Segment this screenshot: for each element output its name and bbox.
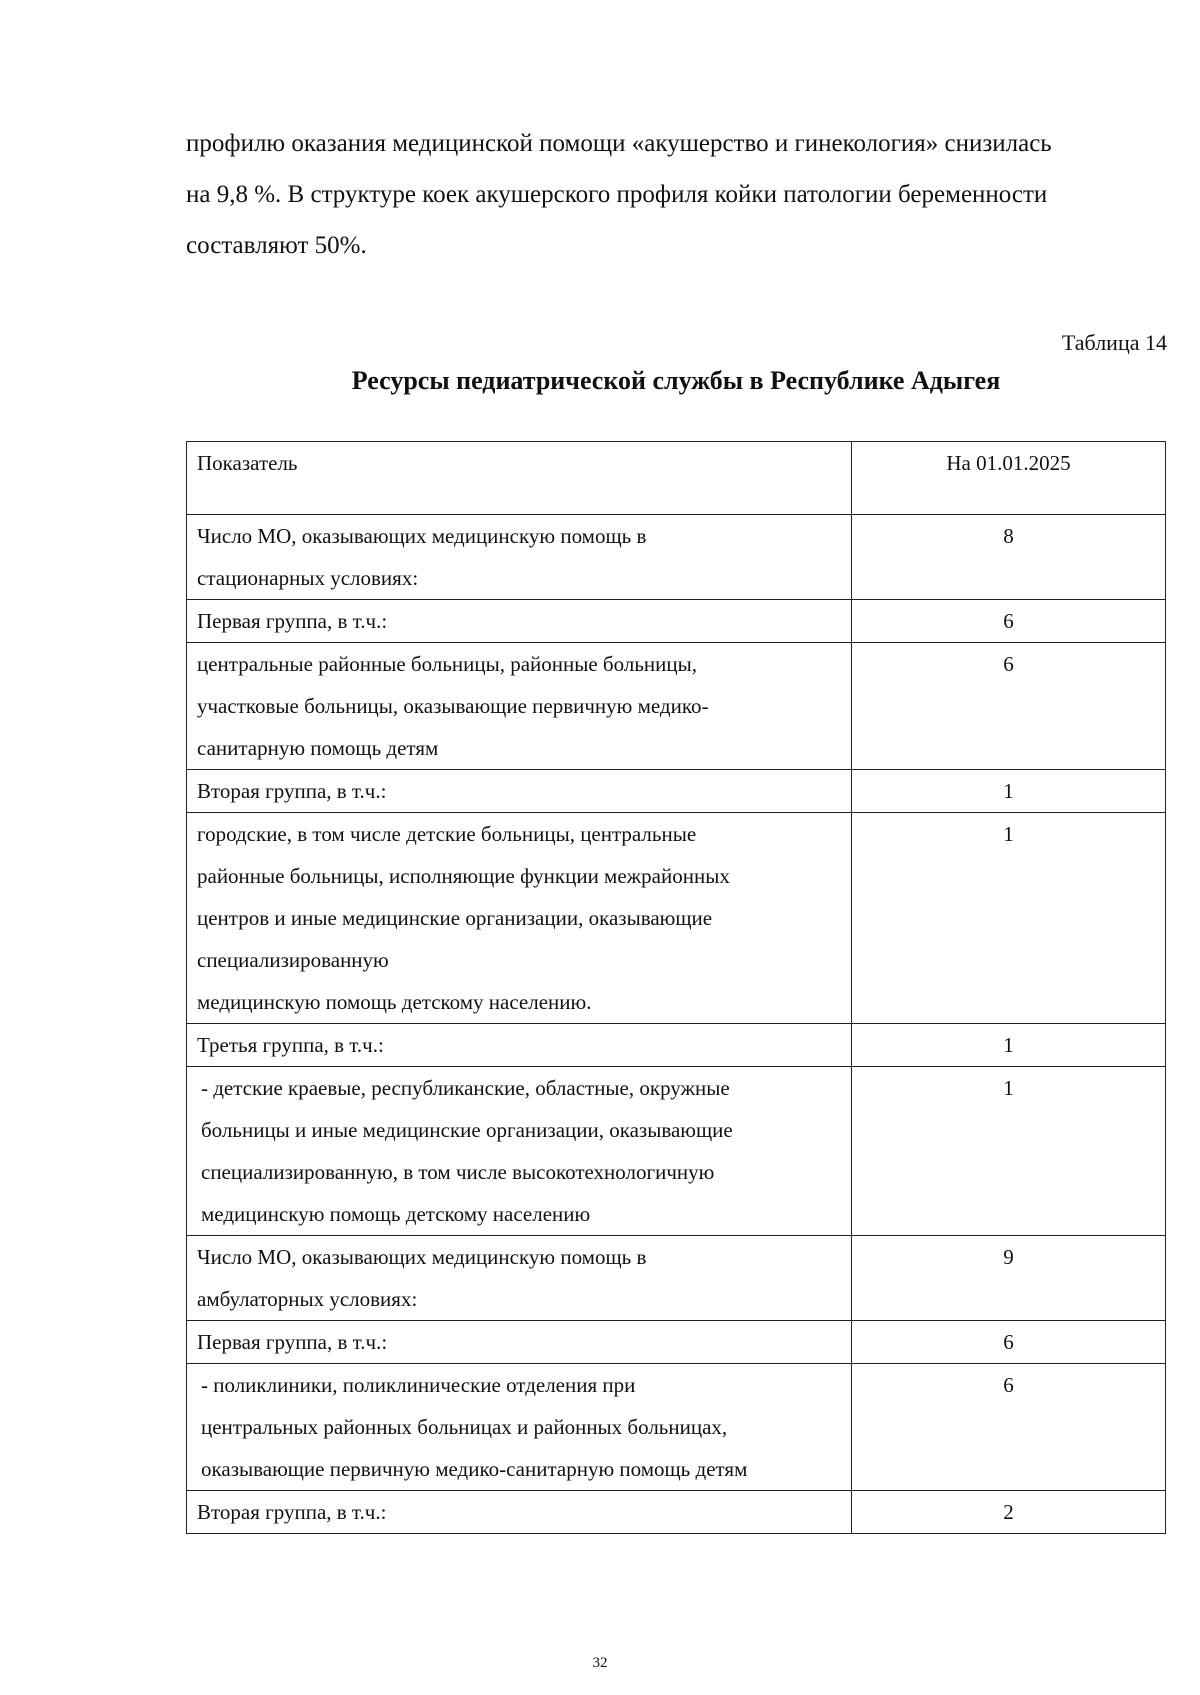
row-label-line: медицинскую помощь детскому населению	[201, 1202, 591, 1226]
row-label-line: Число МО, оказывающих медицинскую помощь в	[197, 1245, 647, 1269]
row-value: 8	[852, 515, 1166, 600]
row-label	[187, 643, 852, 770]
table-row	[187, 1067, 1166, 1236]
table-row	[187, 1364, 1166, 1491]
intro-line: на 9,8 %. В структуре коек акушерского профиля койки патологии беременности	[186, 181, 1048, 208]
row-label-line: Первая группа, в т.ч.:	[197, 609, 388, 633]
table-row	[187, 643, 1166, 770]
row-label-line: санитарную помощь детям	[197, 736, 439, 760]
row-value: 9	[852, 1236, 1166, 1321]
row-label-line: Вторая группа, в т.ч.:	[197, 779, 387, 803]
table-row	[187, 1236, 1166, 1321]
row-label	[187, 1024, 852, 1067]
table-row	[187, 600, 1166, 643]
page-number: 32	[592, 1655, 608, 1671]
row-label-line: больницы и иные медицинские организации, оказывающие	[201, 1118, 733, 1142]
row-value: 1	[852, 1024, 1166, 1067]
row-label-line: стационарных условиях:	[197, 566, 419, 590]
row-label-line: оказывающие первичную медико-санитарную помощь детям	[201, 1457, 748, 1481]
row-label	[187, 600, 852, 643]
row-label-line: - поликлиники, поликлинические отделения при	[201, 1373, 636, 1397]
row-label	[187, 813, 852, 1024]
table-header-row	[187, 442, 1166, 515]
row-label-line: центров и иные медицинские организации, оказывающие	[197, 906, 713, 930]
row-value: 6	[852, 643, 1166, 770]
intro-line: профилю оказания медицинской помощи «акушерство и гинекология» снизилась	[186, 130, 1052, 157]
table-row	[187, 515, 1166, 600]
row-label-line: Вторая группа, в т.ч.:	[197, 1500, 387, 1524]
row-label-line: Число МО, оказывающих медицинскую помощь в	[197, 524, 647, 548]
table-row	[187, 770, 1166, 813]
table-row	[187, 1321, 1166, 1364]
row-value: 1	[852, 770, 1166, 813]
row-label-line: специализированную	[197, 948, 389, 972]
row-value: 1	[852, 1067, 1166, 1236]
row-value: 2	[852, 1491, 1166, 1534]
row-label	[187, 1236, 852, 1321]
intro-paragraph	[186, 118, 1166, 271]
row-label-line: медицинскую помощь детскому населению.	[197, 990, 592, 1014]
row-value: 6	[852, 600, 1166, 643]
row-label	[187, 770, 852, 813]
row-label-line: районные больницы, исполняющие функции межрайонных	[197, 864, 730, 888]
row-label	[187, 1321, 852, 1364]
row-label	[187, 1491, 852, 1534]
row-value: 6	[852, 1321, 1166, 1364]
row-label-line: участковые больницы, оказывающие первичную медико-	[197, 694, 709, 718]
header-date: На 01.01.2025	[852, 442, 1166, 515]
row-label	[187, 1364, 852, 1491]
row-label	[187, 1067, 852, 1236]
row-label-line: центральных районных больницах и районных больницах,	[201, 1415, 728, 1439]
table-number: Таблица 14	[1061, 330, 1167, 355]
table-row	[187, 1491, 1166, 1534]
row-value: 6	[852, 1364, 1166, 1491]
intro-line: составляют 50%.	[186, 232, 367, 259]
table-title: Ресурсы педиатрической службы в Республике Адыгея	[351, 366, 1001, 395]
row-value: 1	[852, 813, 1166, 1024]
table-row	[187, 1024, 1166, 1067]
header-indicator: Показатель	[187, 442, 852, 515]
row-label-line: - детские краевые, республиканские, областные, окружные	[201, 1076, 730, 1100]
table-row	[187, 813, 1166, 1024]
row-label-line: специализированную, в том числе высокотехнологичную	[201, 1160, 715, 1184]
row-label-line: Третья группа, в т.ч.:	[197, 1033, 384, 1057]
row-label-line: Первая группа, в т.ч.:	[197, 1330, 388, 1354]
row-label	[187, 515, 852, 600]
row-label-line: городские, в том числе детские больницы, центральные	[197, 822, 697, 846]
row-label-line: амбулаторных условиях:	[197, 1287, 418, 1311]
row-label-line: центральные районные больницы, районные больницы,	[197, 652, 697, 676]
resources-table	[186, 441, 1166, 1534]
